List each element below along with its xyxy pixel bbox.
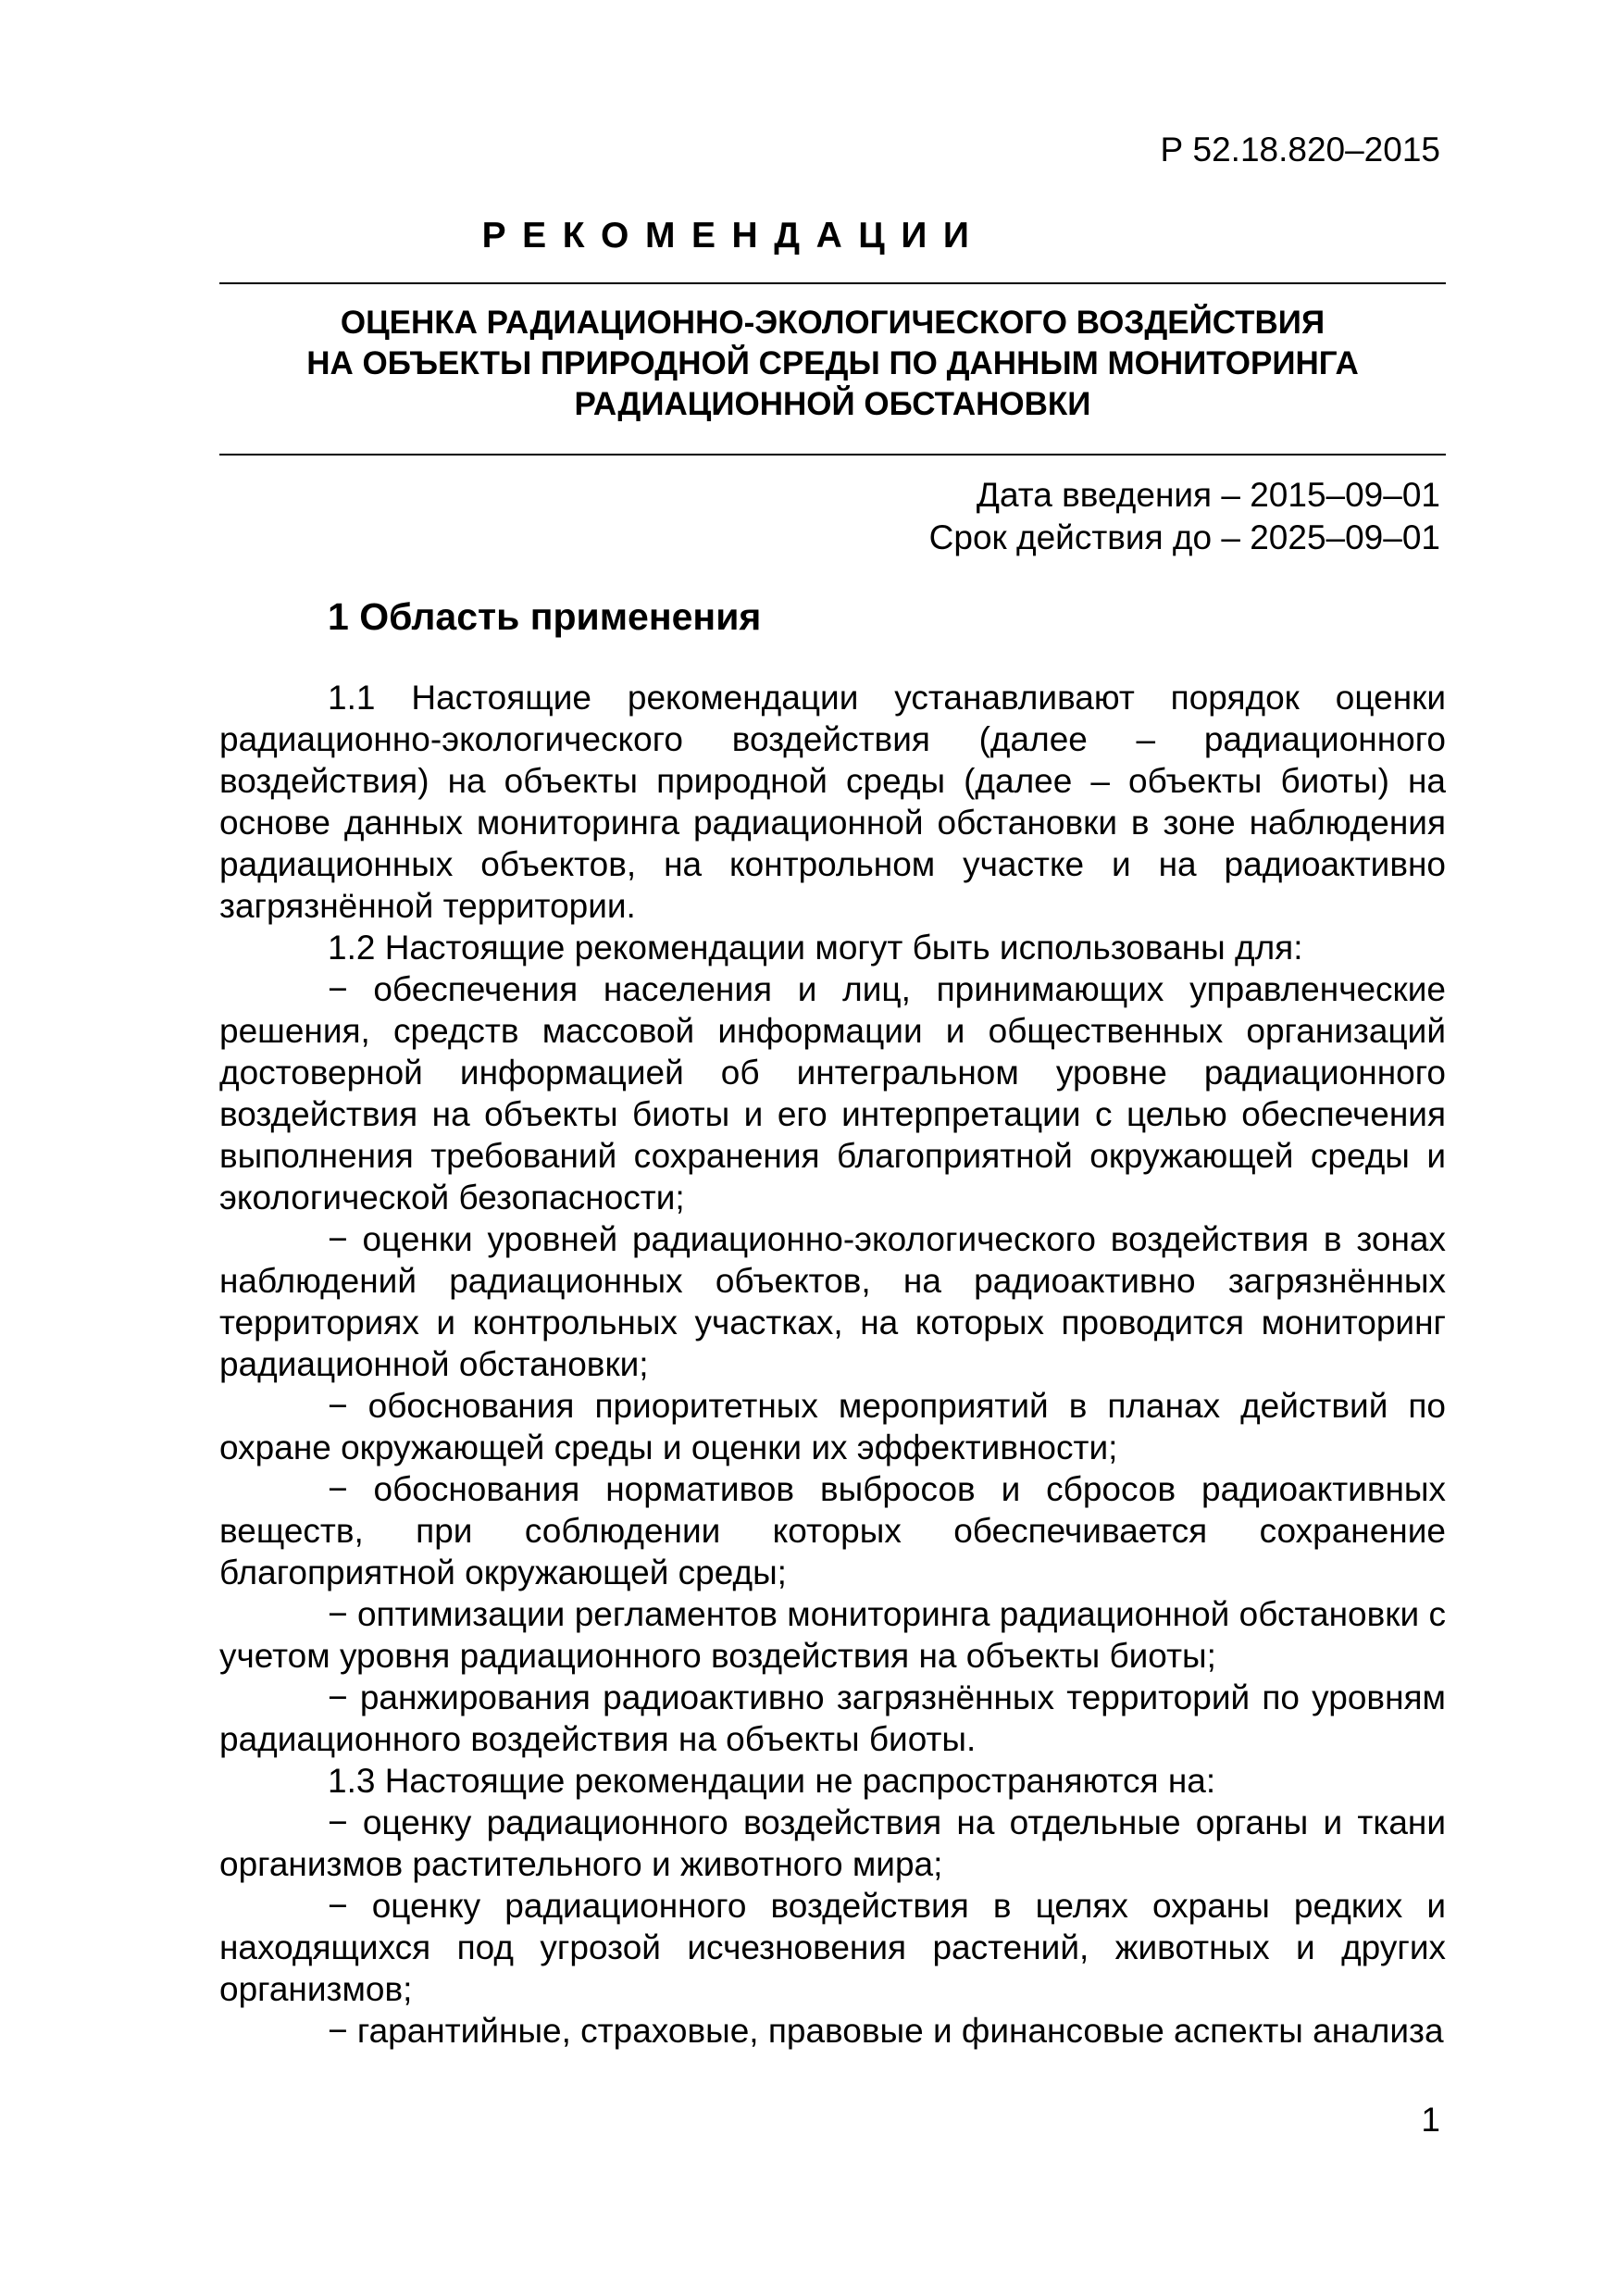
list-item: − оценку радиационного воздействия в целях охраны редких и находящихся под угрозой исчезновения растений, животных и других организмов;: [219, 1887, 1446, 2008]
page-number: 1: [1421, 2101, 1440, 2139]
list-item: − оптимизации регламентов мониторинга радиационной обстановки с учетом уровня радиационного воздействия на объекты биоты;: [219, 1595, 1446, 1675]
document-dates: [929, 474, 1440, 559]
document-title-line: ОЦЕНКА РАДИАЦИОННО-ЭКОЛОГИЧЕСКОГО ВОЗДЕЙСТВИЯ: [340, 305, 1326, 341]
document-title: [219, 303, 1446, 425]
document-title-line: РАДИАЦИОННОЙ ОБСТАНОВКИ: [574, 386, 1091, 422]
list-item: − ранжирования радиоактивно загрязнённых территорий по уровням радиационного воздействия на объекты биоты.: [219, 1678, 1446, 1758]
document-title-line: НА ОБЪЕКТЫ ПРИРОДНОЙ СРЕДЫ ПО ДАННЫМ МОНИТОРИНГА: [306, 345, 1359, 381]
section-heading: 1 Область применения: [328, 595, 762, 638]
paragraph: 1.1 Настоящие рекомендации устанавливают порядок оценки радиационно-экологического воздействия (далее – радиационного воздействия) на объекты природной среды (далее – объекты биоты) на основе данных мониторинга радиационной обстановки в зоне наблюдения радиационных объектов, на контрольном участке и на радиоактивно загрязнённой территории.: [219, 679, 1446, 925]
valid-until-date: Срок действия до – 2025–09–01: [928, 518, 1440, 556]
section-body: [219, 677, 1446, 2052]
list-item: − гарантийные, страховые, правовые и финансовые аспекты анализа: [328, 2012, 1444, 2050]
title-bottom-rule: [219, 454, 1446, 455]
document-code: Р 52.18.820–2015: [1160, 131, 1440, 168]
title-top-rule: [219, 282, 1446, 284]
list-item: − обоснования приоритетных мероприятий в планах действий по охране окружающей среды и оценки их эффективности;: [219, 1387, 1446, 1466]
document-type: РЕКОМЕНДАЦИИ: [481, 216, 986, 256]
list-item: − оценку радиационного воздействия на отдельные органы и ткани организмов растительного и животного мира;: [219, 1803, 1446, 1883]
paragraph: 1.2 Настоящие рекомендации могут быть использованы для:: [328, 929, 1303, 967]
list-item: − обоснования нормативов выбросов и сбросов радиоактивных веществ, при соблюдении которых обеспечивается сохранение благоприятной окружающей среды;: [219, 1470, 1446, 1591]
introduction-date: Дата введения – 2015–09–01: [976, 476, 1440, 514]
list-item: − оценки уровней радиационно-экологического воздействия в зонах наблюдений радиационных объектов, на радиоактивно загрязнённых территориях и контрольных участках, на которых проводится мониторинг радиационной обстановки;: [219, 1220, 1446, 1383]
paragraph: 1.3 Настоящие рекомендации не распространяются на:: [328, 1762, 1216, 1800]
list-item: − обеспечения населения и лиц, принимающих управленческие решения, средств массовой информации и общественных организаций достоверной информацией об интегральном уровне радиационного воздействия на объекты биоты и его интерпретации с целью обеспечения выполнения требований сохранения благоприятной окружающей среды и экологической безопасности;: [219, 970, 1446, 1217]
